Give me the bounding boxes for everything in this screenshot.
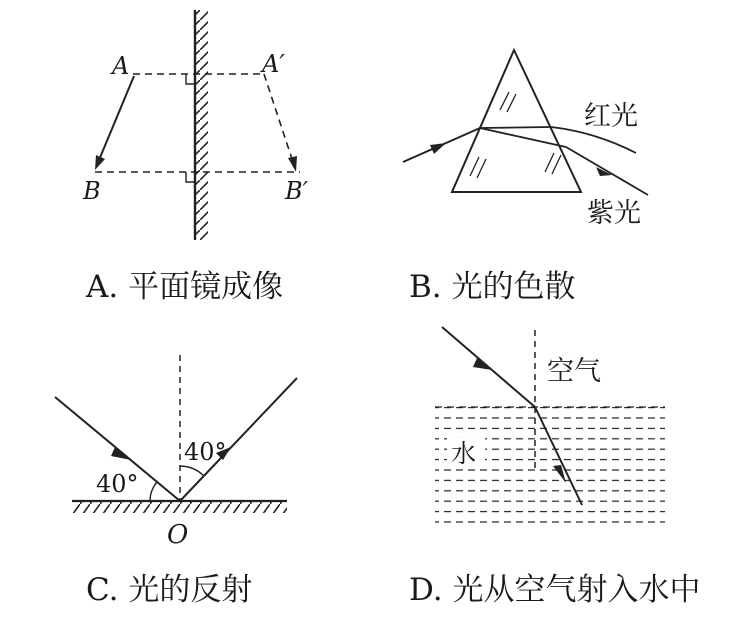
caption-b: B. 光的色散	[409, 269, 576, 305]
label-point-b: B	[83, 177, 101, 205]
surface-hatching	[72, 501, 287, 513]
label-water: 水	[451, 439, 477, 468]
caption-a: A. 平面镜成像	[86, 269, 284, 305]
glass-mark-4	[477, 159, 486, 178]
panel-plane-mirror	[82, 10, 309, 240]
glass-mark-6	[552, 155, 561, 174]
glass-mark-3	[470, 157, 479, 176]
panel-refraction	[435, 327, 665, 527]
object-line	[99, 76, 134, 160]
panel-dispersion	[403, 50, 648, 229]
label-red-light: 红光	[584, 101, 638, 132]
label-violet-light: 紫光	[587, 198, 641, 229]
caption-d: D. 光从空气射入水中	[409, 572, 701, 608]
angle-arc-incident	[150, 482, 157, 501]
label-angle-reflected: 40°	[184, 438, 227, 466]
red-ray-inside	[480, 127, 551, 128]
mirror-hatching	[196, 10, 208, 240]
label-point-b-prime: B′	[285, 177, 309, 205]
label-air: 空气	[547, 356, 601, 387]
incident-ray-arrowhead	[473, 358, 492, 370]
prism	[452, 50, 581, 192]
glass-mark-1	[500, 92, 509, 110]
glass-mark-2	[507, 94, 516, 112]
label-point-a-prime: A′	[262, 50, 285, 78]
label-angle-incident: 40°	[96, 470, 139, 498]
label-point-a: A	[112, 52, 130, 80]
panel-reflection	[55, 355, 297, 550]
incident-ray-arrowhead	[430, 143, 446, 154]
incident-ray-arrowhead	[111, 447, 131, 460]
angle-arc-reflected	[180, 466, 204, 476]
right-angle-mark-top	[186, 74, 195, 84]
object-arrowhead	[95, 155, 105, 170]
glass-mark-5	[545, 153, 554, 172]
virtual-image-arrowhead	[288, 156, 297, 172]
caption-c: C. 光的反射	[86, 572, 253, 608]
incident-ray	[442, 327, 535, 407]
right-angle-mark-bottom	[186, 172, 195, 182]
virtual-image-line	[264, 74, 293, 162]
label-point-o: O	[167, 520, 189, 550]
